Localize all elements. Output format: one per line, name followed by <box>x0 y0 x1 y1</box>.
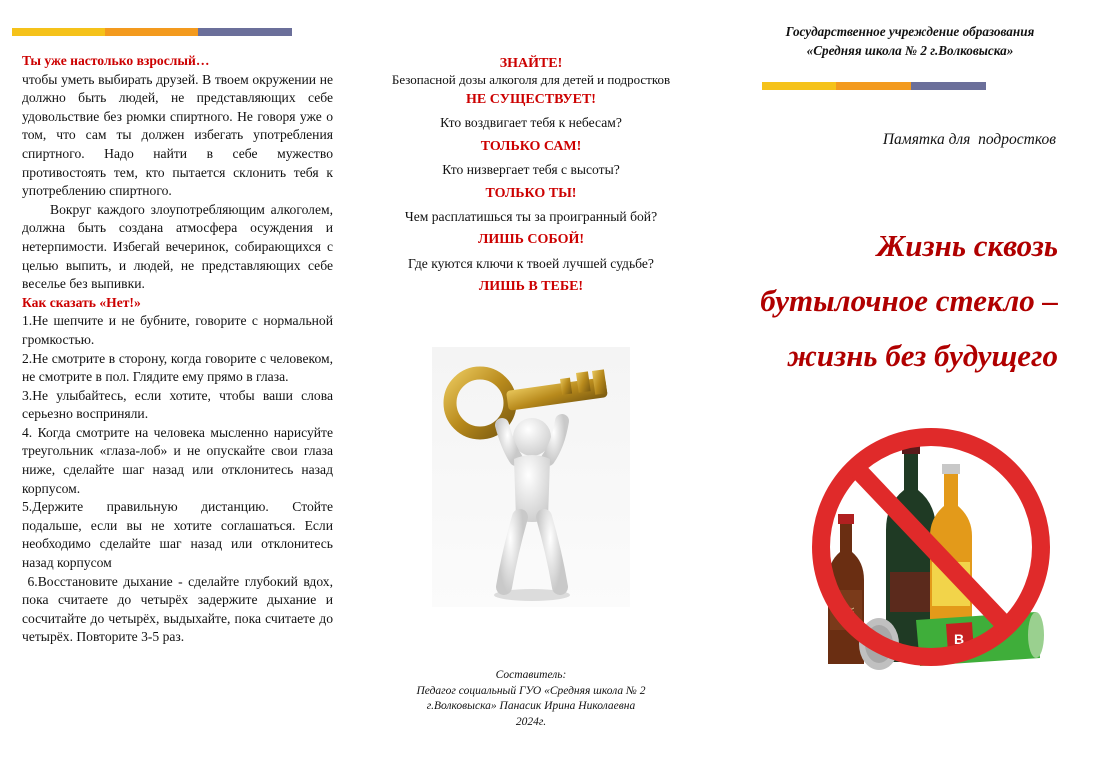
organization-name <box>760 22 1060 60</box>
tip-item: 4. Когда смотрите на человека мысленно нарисуйте треугольник «глаза-лоб» и не опускайте свои глаза ниже, сделайте шаг назад или отклонитесь назад корпусом. <box>22 424 333 496</box>
answer-4: ЛИШЬ В ТЕБЕ! <box>478 279 584 295</box>
heading-say-no: Как сказать «Нет!» <box>22 294 141 310</box>
author-label: Составитель: <box>495 669 567 681</box>
tip-item: 3.Не улыбайтесь, если хотите, чтобы ваши слова серьезно восприняли. <box>22 387 333 422</box>
author-block <box>388 668 674 730</box>
question-3: Чем расплатишься ты за проигранный бой? <box>404 209 658 225</box>
title-line-3: жизнь без будущего <box>787 338 1058 373</box>
figure-holding-key-icon <box>432 347 630 607</box>
middle-column <box>368 55 694 299</box>
tip-item: 2.Не смотрите в сторону, когда говорите с человеком, не смотрите в пол. Глядите ему прямо в глаза. <box>22 350 333 385</box>
paragraph-friends: чтобы уметь выбирать друзей. В твоем окружении не должно быть людей, не представляющих себе удовольствие без рюмки спиртного. Не говоря уже о том, что сам ты должен избегать употребления спиртного. Надо найти в себе мужество противостоять тем, кто пытается склонить тебя к употреблению спиртного. <box>22 71 333 199</box>
paragraph-atmosphere: Вокруг каждого злоупотребляющим алкоголем, должна быть создана атмосфера осуждения и нетерпимости. Избегай вечеринок, собирающихся с целью выпить, и людей, не представляющих себе веселье без выпивки. <box>22 201 333 292</box>
can-label: B <box>953 631 965 647</box>
title-line-1: Жизнь сквозь <box>876 228 1058 263</box>
answer-1: ТОЛЬКО САМ! <box>480 138 582 154</box>
tip-item: 1.Не шепчите и не бубните, говорите с нормальной громкостью. <box>22 313 333 347</box>
answer-3: ЛИШЬ СОБОЙ! <box>477 232 585 248</box>
org-line-1: Государственное учреждение образования <box>785 24 1035 39</box>
accent-bar-right <box>762 82 986 90</box>
accent-bar-top-left <box>12 28 292 36</box>
question-2: Кто низвергает тебя с высоты? <box>442 162 620 178</box>
brochure-title <box>724 218 1058 383</box>
author-text: Педагог социальный ГУО «Средняя школа № 2 г.Волковыска» Панасик Ирина Николаевна <box>416 684 646 712</box>
author-year: 2024г. <box>515 715 547 728</box>
memo-subtitle: Памятка для подростков <box>882 131 1056 148</box>
left-column <box>22 52 337 647</box>
tip-item: 6.Восстановите дыхание - сделайте глубокий вдох, пока считаете до четырёх задержите дыхание и сосчитайте до четырёх, выдыхайте, пока считаете до четырёх. Повторите 3-5 раз. <box>22 573 337 645</box>
text-safe-dose: Безопасной дозы алкоголя для детей и подростков <box>391 72 671 87</box>
answer-not-exist: НЕ СУЩЕСТВУЕТ! <box>466 92 596 107</box>
no-alcohol-sign-icon <box>804 412 1058 678</box>
org-line-2: «Средняя школа № 2 г.Волковыска» <box>806 43 1014 58</box>
tip-item: 5.Держите правильную дистанцию. Стойте подальше, если вы не хотите соглашаться. Если необходимо сделайте шаг назад или отклонитесь назад корпусом <box>22 499 333 571</box>
beer-label: BEER <box>847 607 856 629</box>
heading-know: ЗНАЙТЕ! <box>499 56 563 71</box>
title-line-2: бутылочное стекло – <box>760 283 1058 318</box>
question-1: Кто воздвигает тебя к небесам? <box>440 115 622 131</box>
heading-adult: Ты уже настолько взрослый… <box>22 53 210 68</box>
answer-2: ТОЛЬКО ТЫ! <box>485 185 577 201</box>
question-4: Где куются ключи к твоей лучшей судьбе? <box>408 255 654 271</box>
